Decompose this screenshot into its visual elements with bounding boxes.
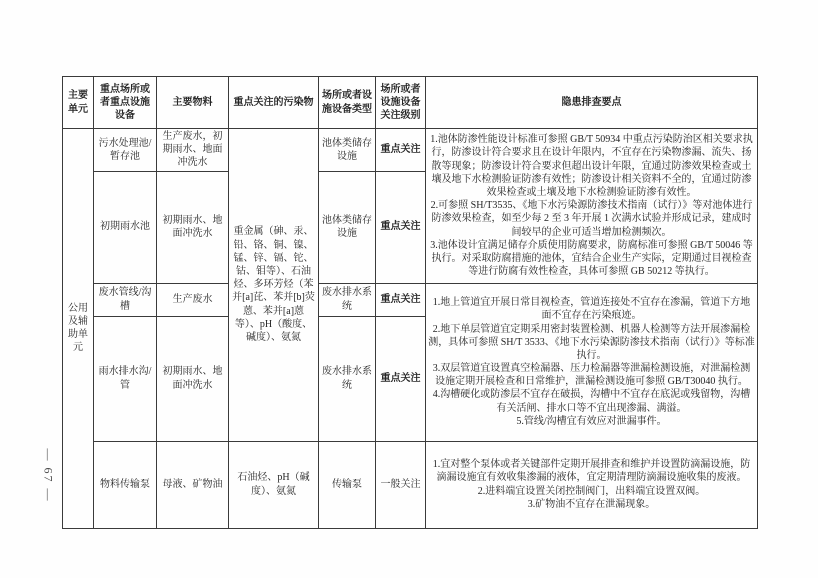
- point-item: 1.宜对整个泵体或者关键部件定期开展排查和维护并设置防滴漏设施，防滴漏设施宜有效收集渗漏的液体，宜定期清理防滴漏设施收集的废液。: [432, 459, 751, 484]
- cell-attention-level: 重点关注: [376, 129, 426, 172]
- point-item: 3.池体设计宜满足储存介质使用防腐要求，防腐标准可参照 GB/T 50046 等执行。对采取防腐措施的池体，宜结合企业生产实际，定期通过目视检查等进行防腐有效性检查，具体可参照 GB 50212 等执行。: [430, 239, 753, 278]
- cell-inspection-points-pools: [426, 129, 758, 284]
- cell-place-wastewater-pipeline: 废水管线/沟槽: [94, 283, 157, 316]
- cell-pollutants-merged: 重金属（砷、汞、铅、铬、铜、镍、锰、锌、镉、铊、钴、钼等）、石油烃、多环芳烃（苯并[a]芘、苯并[b]荧蒽、苯并[a]蒽等）、pH（酸度、碱度）、氨氮: [229, 129, 319, 442]
- cell-main-unit: 公用及辅助单元: [63, 129, 94, 529]
- cell-attention-level: 重点关注: [376, 316, 426, 441]
- page-number: — 67 —: [41, 448, 56, 503]
- cell-facility-type: 废水排水系统: [319, 283, 376, 316]
- header-attention-level: 场所或者设施设备关注级别: [376, 77, 426, 129]
- cell-inspection-points-pump: [426, 441, 758, 528]
- table-row: [63, 129, 758, 172]
- cell-place-rainwater-pool: 初期雨水池: [94, 171, 157, 283]
- header-main-unit: 主要单元: [63, 77, 94, 129]
- cell-place-sewage-pool: 污水处理池/暂存池: [94, 129, 157, 172]
- cell-material: 初期雨水、地面冲洗水: [157, 171, 229, 283]
- point-item: 1.地上管道宜开展日常目视检查，管道连接处不宜存在渗漏，管道下方地面不宜存在污染痕迹。: [432, 297, 751, 322]
- point-item: 1.池体防渗性能设计标准可参照 GB/T 50934 中重点污染防治区相关要求执行，防渗设计符合要求且在设计年限内，不宜存在污染物渗漏、流失、扬散等现象；防渗设计符合要求但超出设计年限，宜通过防渗效果检查或土壤及地下水检测验证防渗有效性；防渗设计相关资料不全的，宜通过防渗效果检查或土壤及地下水检测验证防渗有效性。: [430, 134, 753, 198]
- header-inspection-points: 隐患排查要点: [426, 77, 758, 129]
- header-key-place: 重点场所或者重点设施设备: [94, 77, 157, 129]
- cell-attention-level: 一般关注: [376, 441, 426, 528]
- header-pollutant: 重点关注的污染物: [229, 77, 319, 129]
- cell-material: 母液、矿物油: [157, 441, 229, 528]
- table-header-row: [63, 77, 758, 129]
- point-item: 2.进料端宜设置关闭控制阀门，出料端宜设置双阀。: [477, 485, 706, 497]
- cell-facility-type: 池体类储存设施: [319, 129, 376, 172]
- cell-inspection-points-pipelines: [426, 283, 758, 441]
- point-item: 2.可参照 SH/T3535、《地下水污染源防渗技术指南（试行）》等对池体进行防渗效果检查，如至少每 2 至 3 年开展 1 次满水试验并形成记录，建成时间较早的企业可适当增加检测频次。: [430, 200, 753, 238]
- header-material: 主要物料: [157, 77, 229, 129]
- point-item: 3.矿物油不宜存在泄漏现象。: [527, 498, 656, 510]
- table-row: [63, 441, 758, 528]
- point-item: 4.沟槽硬化或防渗层不宜存在破损，沟槽中不宜存在底泥或残留物，沟槽有关活闸、排水口等不宜出现渗漏、满溢。: [432, 389, 751, 414]
- cell-pollutant: 石油烃、pH（碱度）、氨氮: [229, 441, 319, 528]
- point-item: 2.地下单层管道宜定期采用密封装置检测、机器人检测等方法开展渗漏检测，具体可参照 SH/T 3533、《地下水污染源防渗技术指南（试行）》等标准执行。: [428, 323, 755, 361]
- cell-facility-type: 废水排水系统: [319, 316, 376, 441]
- point-item: 5.管线/沟槽宜有效应对泄漏事件。: [516, 415, 667, 427]
- cell-material: 初期雨水、地面冲洗水: [157, 316, 229, 441]
- cell-material: 生产废水: [157, 283, 229, 316]
- cell-material: 生产废水，初期雨水、地面冲洗水: [157, 129, 229, 172]
- cell-attention-level: 重点关注: [376, 283, 426, 316]
- point-item: 3.双层管道宜设置真空检漏器、压力检漏器等泄漏检测设施，对泄漏检测设施定期开展检查和日常维护，泄漏检测设施可参照 GB/T30040 执行。: [432, 363, 751, 388]
- table-row: [63, 283, 758, 316]
- cell-facility-type: 池体类储存设施: [319, 171, 376, 283]
- cell-place-transfer-pump: 物料传输泵: [94, 441, 157, 528]
- cell-facility-type: 传输泵: [319, 441, 376, 528]
- header-facility-type: 场所或者设施设备类型: [319, 77, 376, 129]
- cell-attention-level: 重点关注: [376, 171, 426, 283]
- cell-place-rain-drain: 雨水排水沟/管: [94, 316, 157, 441]
- inspection-table: [62, 76, 758, 529]
